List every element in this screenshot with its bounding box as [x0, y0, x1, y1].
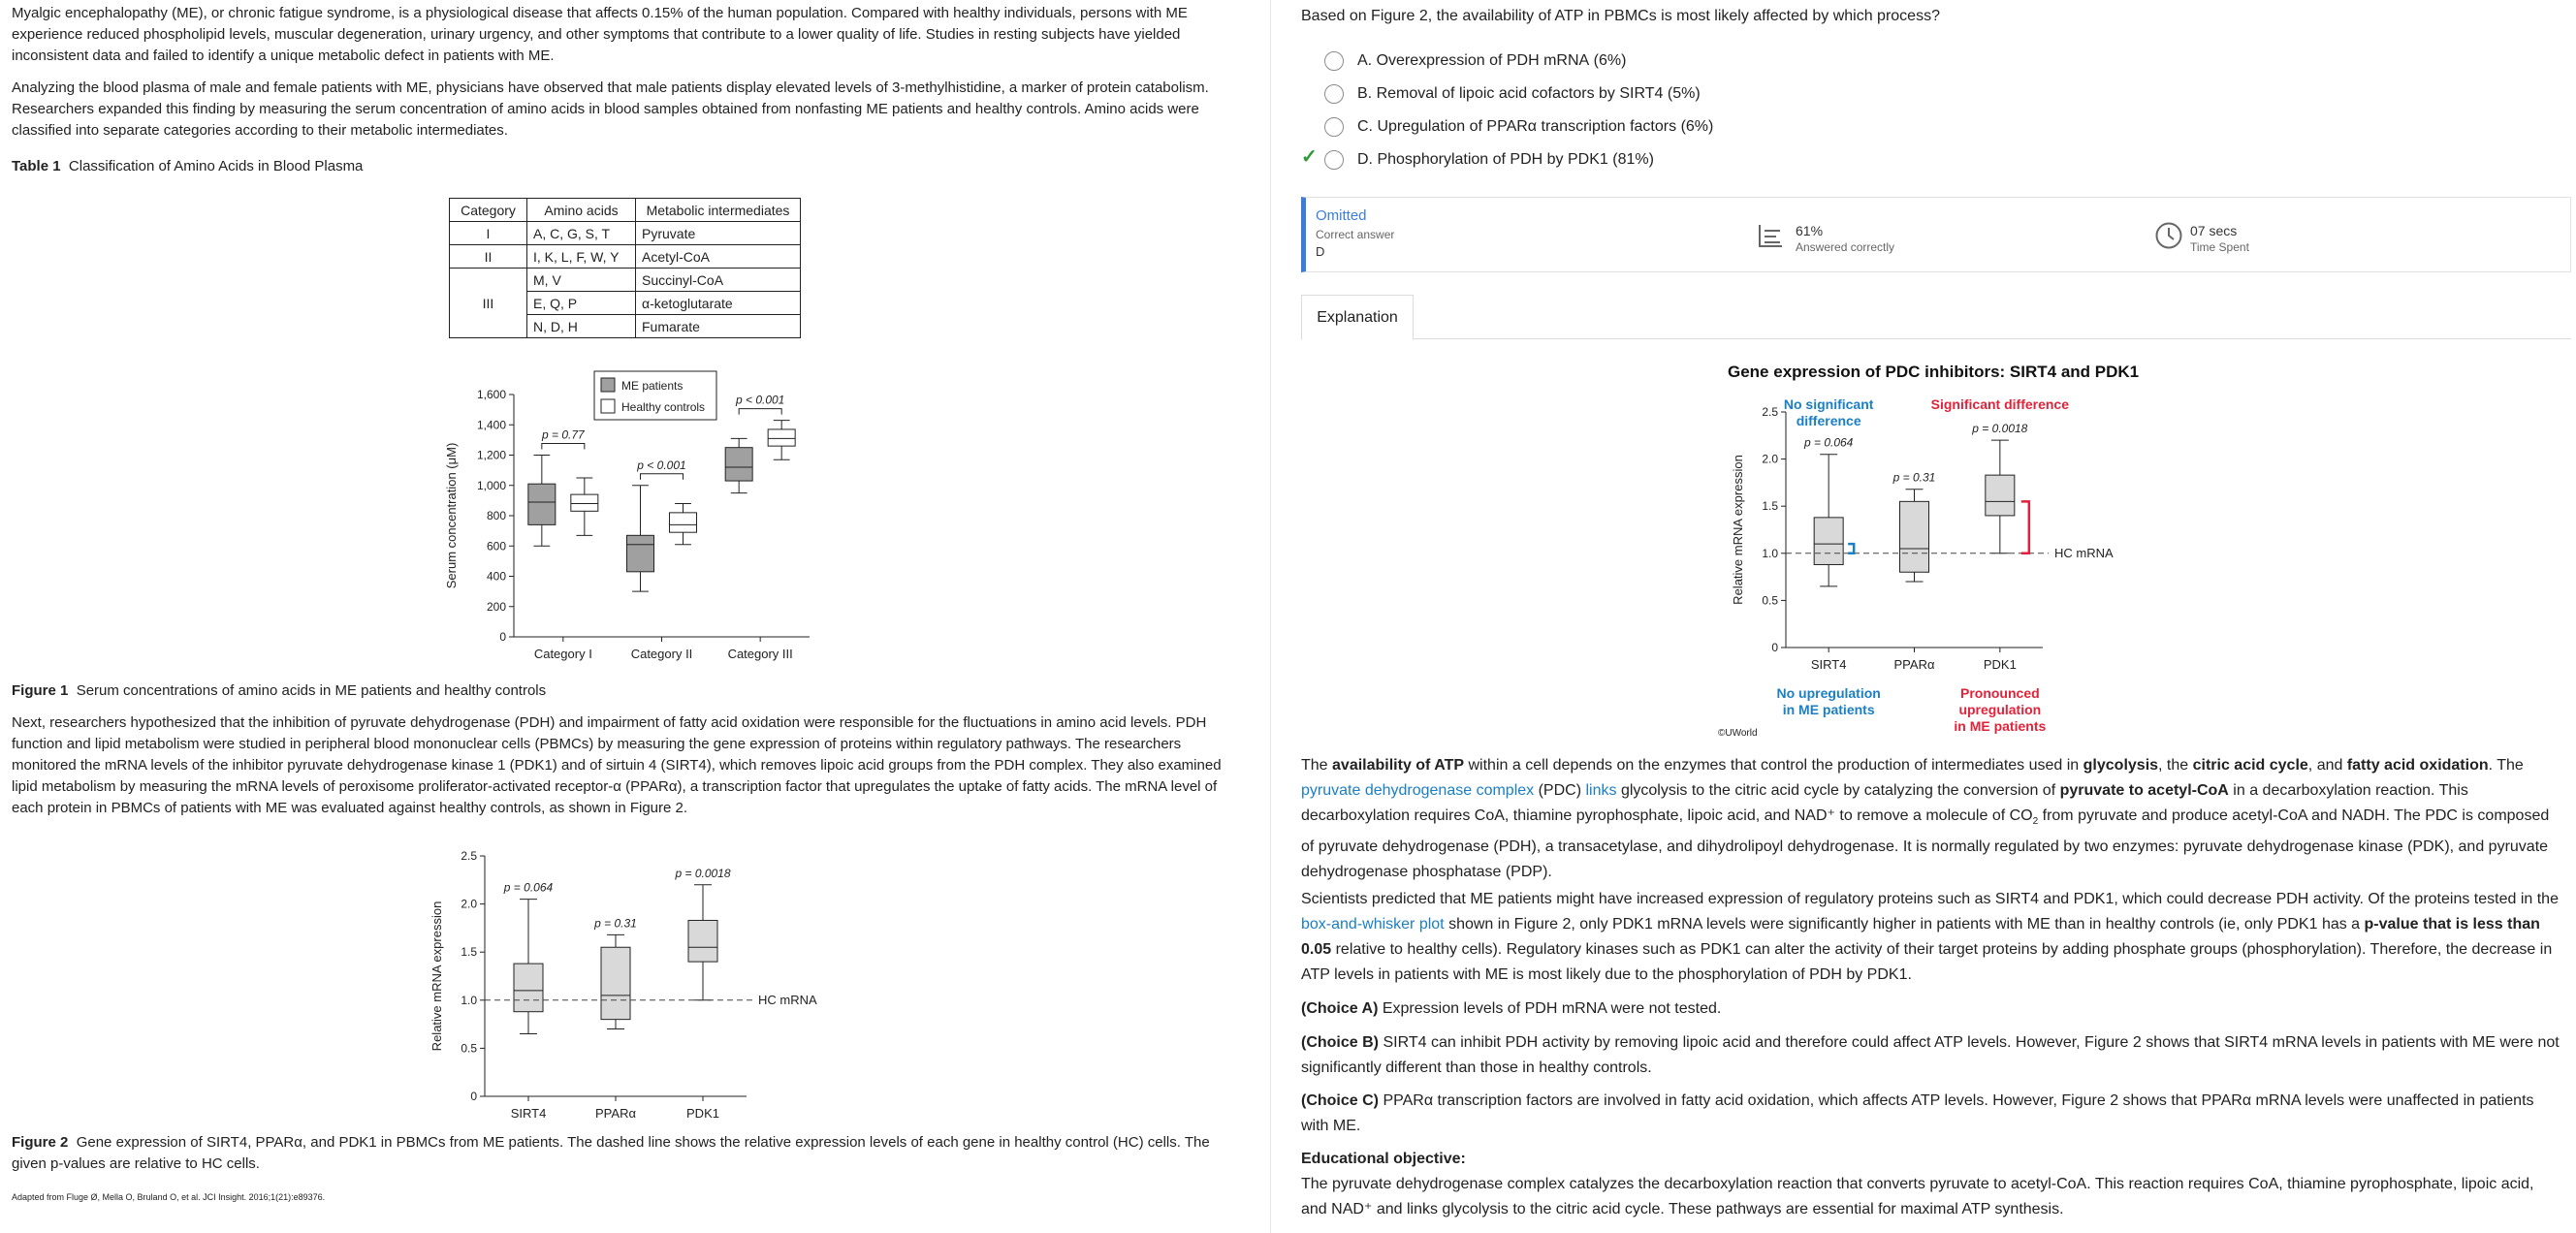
table-cell: α-ketoglutarate	[636, 292, 801, 315]
box	[1900, 501, 1929, 572]
text-run: glycolysis to the citric acid cycle by catalyzing the conversion of	[1616, 782, 2060, 799]
table-cell: N, D, H	[527, 315, 636, 338]
figure2-label: Figure 2	[12, 1134, 69, 1151]
tab-bar	[1301, 295, 2571, 339]
time-spent-value: 07 secs	[2190, 223, 2238, 238]
table-cell: I	[450, 222, 527, 245]
passage-para-1: Myalgic encephalopathy (ME), or chronic fatigue syndrome, is a physiological disease that affects 0.15% of the human population. Compared with healthy individuals, persons with ME experience reduced phospholipid levels, muscular degeneration, urinary urgency, and other symptoms that contribute to a lower quality of life. Studies in resting subjects have yielded inconsistent data and failed to identify a unique metabolic defect in patients with ME.	[12, 5, 1188, 64]
radio-button[interactable]	[1324, 117, 1344, 137]
box	[528, 484, 556, 524]
text-run: Expression levels of PDH mRNA were not tested.	[1378, 1000, 1722, 1017]
p-value-label: p = 0.064	[1803, 435, 1854, 450]
choice-label: (Choice A)	[1301, 1000, 1379, 1017]
y-tick-label: 0	[1771, 641, 1778, 654]
box	[1814, 518, 1843, 565]
y-tick-label: 2.0	[1762, 452, 1778, 466]
text-run: shown in Figure 2, only PDK1 mRNA levels were significantly higher in patients with ME than in healthy controls (ie, only PDK1 has a	[1444, 916, 2365, 933]
table-row	[450, 222, 801, 245]
bar-chart-icon	[1757, 222, 1784, 249]
table1-title: Classification of Amino Acids in Blood Plasma	[68, 158, 364, 174]
y-tick-label: 400	[486, 569, 506, 584]
annotation-no-upregulation: No upregulation	[1776, 685, 1881, 701]
box	[670, 513, 697, 532]
y-tick-label: 0.5	[461, 1041, 477, 1056]
text-run: 2	[2032, 816, 2039, 828]
option-percent: (5%)	[1667, 85, 1701, 102]
text-run: p-value that is less than 0.05	[1301, 916, 2540, 958]
option-percent: (6%)	[1593, 52, 1627, 69]
option-letter: A.	[1357, 52, 1373, 69]
text-run: citric acid cycle	[2192, 757, 2308, 774]
y-tick-label: 1.5	[1762, 499, 1778, 514]
radio-button[interactable]	[1324, 51, 1344, 71]
option-letter: C.	[1357, 118, 1373, 135]
table-cell: A, C, G, S, T	[527, 222, 636, 245]
table-cell: E, Q, P	[527, 292, 636, 315]
educational-objective-label	[1301, 1147, 2561, 1172]
explanation-para-2	[1301, 887, 2561, 988]
p-value-label: p = 0.064	[503, 880, 554, 895]
tab-explanation[interactable]: Explanation	[1301, 295, 1414, 340]
text-run: in a decarboxylation reaction. This decarboxylation requires CoA, thiamine pyrophosphate, lipoic acid, and NAD⁺ to remove a molecule of CO	[1301, 782, 2468, 824]
y-tick-label: 0.5	[1762, 593, 1778, 608]
y-tick-label: 0	[470, 1090, 477, 1103]
x-tick-label: SIRT4	[1810, 657, 1847, 672]
figure2-chart	[427, 841, 853, 1132]
figure2-caption	[12, 1132, 1243, 1175]
table-header-row	[450, 199, 801, 222]
citation: Adapted from Fluge Ø, Mella O, Bruland O, et al. JCI Insight. 2016;1(21):e89376.	[12, 1192, 326, 1202]
figure1-label: Figure 1	[12, 682, 69, 699]
option-percent: (81%)	[1612, 151, 1654, 168]
table-cell: Acetyl-CoA	[636, 245, 801, 269]
answer-stats-bar	[1301, 197, 2571, 272]
table-header: Amino acids	[527, 199, 636, 222]
box	[768, 429, 795, 446]
p-value-label: p = 0.0018	[1972, 422, 2028, 436]
text-run: SIRT4 can inhibit PDH activity by removing lipoic acid and therefore could affect ATP levels. However, Figure 2 shows that SIRT4 mRNA levels in patients with ME were not significantly different than those in healthy controls.	[1301, 1034, 2560, 1076]
table1-label: Table 1	[12, 158, 61, 174]
table-cell: Succinyl-CoA	[636, 269, 801, 292]
x-tick-label: PDK1	[1983, 657, 2017, 672]
y-tick-label: 2.0	[461, 897, 477, 911]
figure1-chart	[427, 364, 834, 664]
text-run: (PDC)	[1534, 782, 1586, 799]
passage-para-2: Analyzing the blood plasma of male and female patients with ME, physicians have observed that male patients display elevated levels of 3-methylhistidine, a marker of protein catabolism. Researchers expanded this finding by measuring the serum concentration of amino acids in blood samples obtained from nonfasting ME patients and healthy controls. Amino acids were classified into separate categories according to their metabolic intermediates.	[12, 79, 1209, 139]
annotation-significant-difference: Significant difference	[1930, 396, 2070, 412]
y-tick-label: 1.0	[1762, 546, 1778, 560]
hc-reference-label: HC mRNA	[2054, 545, 2114, 560]
correct-answer-label: Correct answer	[1316, 228, 1395, 241]
answer-option-c[interactable]	[1324, 113, 1713, 141]
table-row	[450, 245, 801, 269]
difference-bracket	[2021, 501, 2029, 553]
question-panel	[1272, 0, 2576, 1233]
y-tick-label: 0	[499, 630, 506, 644]
choice-c-explanation	[1301, 1089, 2561, 1139]
x-tick-label: Category II	[630, 647, 693, 661]
panel-divider	[1270, 0, 1271, 1233]
option-percent: (6%)	[1680, 118, 1714, 135]
option-text: Upregulation of PPARα transcription factors	[1377, 118, 1677, 135]
table-cell: III	[450, 269, 527, 338]
figure1-caption	[12, 680, 546, 702]
legend-swatch	[601, 378, 615, 392]
table-header: Metabolic intermediates	[636, 199, 801, 222]
p-value-label: p = 0.31	[1892, 470, 1936, 485]
y-axis-label: Relative mRNA expression	[1731, 455, 1745, 605]
y-tick-label: 600	[486, 539, 506, 553]
x-tick-label: PPARα	[595, 1106, 636, 1121]
explanation-figure-chart	[1718, 388, 2183, 737]
table-cell: I, K, L, F, W, Y	[527, 245, 636, 269]
table-cell: Pyruvate	[636, 222, 801, 245]
text-run: , the	[2158, 757, 2193, 774]
y-tick-label: 200	[486, 599, 506, 614]
omitted-status: Omitted	[1316, 207, 1367, 224]
copyright-label: ©UWorld	[1718, 728, 1758, 737]
choice-b-explanation	[1301, 1030, 2561, 1081]
question-stem: Based on Figure 2, the availability of ATP in PBMCs is most likely affected by which process?	[1301, 8, 1940, 24]
text-run: availability of ATP	[1332, 757, 1465, 774]
x-tick-label: Category III	[727, 647, 793, 661]
y-tick-label: 1,000	[476, 478, 506, 492]
annotation-no-difference: No significant	[1783, 396, 1874, 412]
box	[725, 448, 752, 481]
legend-label: Healthy controls	[621, 400, 706, 414]
clock-icon	[2154, 221, 2183, 250]
annotation-pronounced: Pronounced	[1959, 685, 2040, 701]
significance-bracket	[542, 444, 585, 450]
p-value-label: p = 0.31	[594, 916, 637, 931]
choice-label: (Choice B)	[1301, 1034, 1379, 1051]
box	[627, 535, 654, 572]
significance-bracket	[739, 409, 781, 415]
option-text: Removal of lipoic acid cofactors by SIRT4	[1376, 85, 1664, 102]
p-value-label: p = 0.77	[541, 427, 585, 442]
radio-button[interactable]	[1324, 150, 1344, 170]
text-run: The	[1301, 757, 1333, 774]
text-run: PPARα transcription factors are involved in fatty acid oxidation, which affects ATP levels. However, Figure 2 shows that PPARα mRNA levels were unaffected in patients with ME.	[1301, 1092, 2534, 1134]
choice-a-explanation	[1301, 996, 2561, 1022]
percent-correct-label: Answered correctly	[1796, 240, 1895, 254]
radio-button[interactable]	[1324, 84, 1344, 104]
time-spent-label: Time Spent	[2190, 240, 2249, 254]
amino-acid-table	[449, 198, 801, 338]
p-value-label: p < 0.001	[735, 393, 785, 407]
y-tick-label: 2.5	[461, 849, 477, 863]
figure2-title: Gene expression of SIRT4, PPARα, and PDK1 in PBMCs from ME patients. The dashed line shows the relative expression levels of each gene in healthy control (HC) cells. The given p-values are relative to HC cells.	[12, 1134, 1210, 1172]
links-link[interactable]: links	[1585, 782, 1617, 799]
text-run: relative to healthy cells). Regulatory kinases such as PDK1 can alter the activity of their target proteins by adding phosphate groups (phosphorylation). Therefore, the decrease in ATP levels in patients with ME is most likely due to the phosphorylation of PDH by PDK1.	[1301, 941, 2553, 983]
pdc-link[interactable]: pyruvate dehydrogenase complex	[1301, 782, 1535, 799]
option-letter: B.	[1357, 85, 1373, 102]
table-cell: Fumarate	[636, 315, 801, 338]
box-whisker-link[interactable]: box-and-whisker plot	[1301, 916, 1445, 933]
percent-correct-value: 61%	[1796, 223, 1824, 238]
text-run: pyruvate to acetyl-CoA	[2059, 782, 2229, 799]
y-tick-label: 1.5	[461, 945, 477, 960]
box	[688, 920, 717, 962]
x-tick-label: Category I	[533, 647, 592, 661]
box	[571, 494, 598, 511]
y-tick-label: 1,600	[476, 388, 506, 401]
text-run: , and	[2307, 757, 2347, 774]
table1-caption	[12, 156, 363, 177]
option-text: Overexpression of PDH mRNA	[1376, 52, 1590, 69]
text-run: within a cell depends on the enzymes that control the production of intermediates used in	[1464, 757, 2083, 774]
difference-bracket	[1848, 544, 1854, 553]
option-text: Phosphorylation of PDH by PDK1	[1377, 151, 1608, 168]
option-letter: D.	[1357, 151, 1373, 168]
answer-option-a[interactable]	[1324, 47, 1626, 75]
y-tick-label: 1,200	[476, 448, 506, 462]
table-cell: M, V	[527, 269, 636, 292]
explanation-figure-title: Gene expression of PDC inhibitors: SIRT4 and PDK1	[1728, 363, 2140, 381]
y-axis-label: Relative mRNA expression	[429, 901, 444, 1052]
passage-para-3: Next, researchers hypothesized that the inhibition of pyruvate dehydrogenase (PDH) and impairment of fatty acid oxidation were responsible for the fluctuations in amino acid levels. PDH function and lipid metabolism were studied in peripheral blood mononuclear cells (PBMCs) by measuring the gene expression of proteins within regulatory pathways. The researchers monitored the mRNA levels of the inhibitor pyruvate dehydrogenase kinase 1 (PDK1) and of sirtuin 4 (SIRT4), which removes lipoic acid groups from the PDH complex. They also examined lipid metabolism by measuring the mRNA levels of peroxisome proliferator-activated receptor-α (PPARα), a transcription factor that upregulates the uptake of fatty acids. The mRNA level of each protein in PBMCs of patients with ME was evaluated against healthy controls, as shown in Figure 2.	[12, 714, 1222, 816]
legend-label: ME patients	[621, 379, 684, 393]
passage-panel	[0, 0, 1270, 1233]
box	[1986, 475, 2015, 516]
text-run: Scientists predicted that ME patients might have increased expression of regulatory proteins such as SIRT4 and PDK1, which could decrease PDH activity. Of the proteins tested in the	[1301, 891, 2559, 907]
text-run: from pyruvate and produce acetyl-CoA and NADH. The PDC is composed of pyruvate dehydrogenase (PDH), a transacetylase, and dihydrolipoyl dehydrogenase. It is normally regulated by two enzymes: pyruvate dehydrogenase kinase (PDK), and pyruvate dehydrogenase phosphatase (PDP).	[1301, 807, 2550, 881]
x-tick-label: PDK1	[686, 1106, 719, 1121]
y-tick-label: 800	[486, 509, 506, 522]
y-tick-label: 2.5	[1762, 405, 1778, 419]
figure1-title: Serum concentrations of amino acids in ME patients and healthy controls	[76, 682, 547, 699]
table-row	[450, 269, 801, 292]
annotation-pronounced: upregulation	[1958, 702, 2042, 717]
answer-option-b[interactable]	[1324, 80, 1701, 108]
p-value-label: p < 0.001	[637, 458, 686, 472]
choice-label: (Choice C)	[1301, 1092, 1379, 1109]
y-axis-label: Serum concentration (μM)	[444, 442, 459, 589]
box	[514, 964, 543, 1012]
legend-swatch	[601, 399, 615, 413]
p-value-label: p = 0.0018	[675, 866, 731, 880]
table-cell: II	[450, 245, 527, 269]
hc-reference-label: HC mRNA	[758, 992, 817, 1007]
annotation-no-upregulation: in ME patients	[1782, 702, 1875, 717]
correct-answer-value: D	[1316, 244, 1325, 259]
x-tick-label: PPARα	[1893, 657, 1935, 672]
y-tick-label: 1.0	[461, 993, 477, 1007]
y-tick-label: 1,400	[476, 418, 506, 432]
explanation-para-1	[1301, 753, 2561, 885]
text-run: glycolysis	[2083, 757, 2159, 774]
text-run: . The	[2488, 757, 2524, 774]
annotation-pronounced: in ME patients	[1954, 718, 2047, 734]
annotation-no-difference: difference	[1796, 413, 1861, 428]
educational-objective-text: The pyruvate dehydrogenase complex catalyzes the decarboxylation reaction that converts pyruvate to acetyl-CoA. This reaction requires CoA, thiamine pyrophosphate, lipoic acid, and NAD⁺ and links glycolysis to the citric acid cycle. These pathways are essential for maximal ATP synthesis.	[1301, 1176, 2534, 1217]
correct-checkmark-icon: ✓	[1301, 146, 1318, 168]
significance-bracket	[641, 474, 684, 480]
text-run: Educational objective:	[1301, 1151, 1466, 1167]
table-header: Category	[450, 199, 527, 222]
answer-option-d[interactable]	[1324, 146, 1654, 174]
box	[601, 947, 630, 1019]
x-tick-label: SIRT4	[510, 1106, 547, 1121]
text-run: fatty acid oxidation	[2346, 757, 2489, 774]
